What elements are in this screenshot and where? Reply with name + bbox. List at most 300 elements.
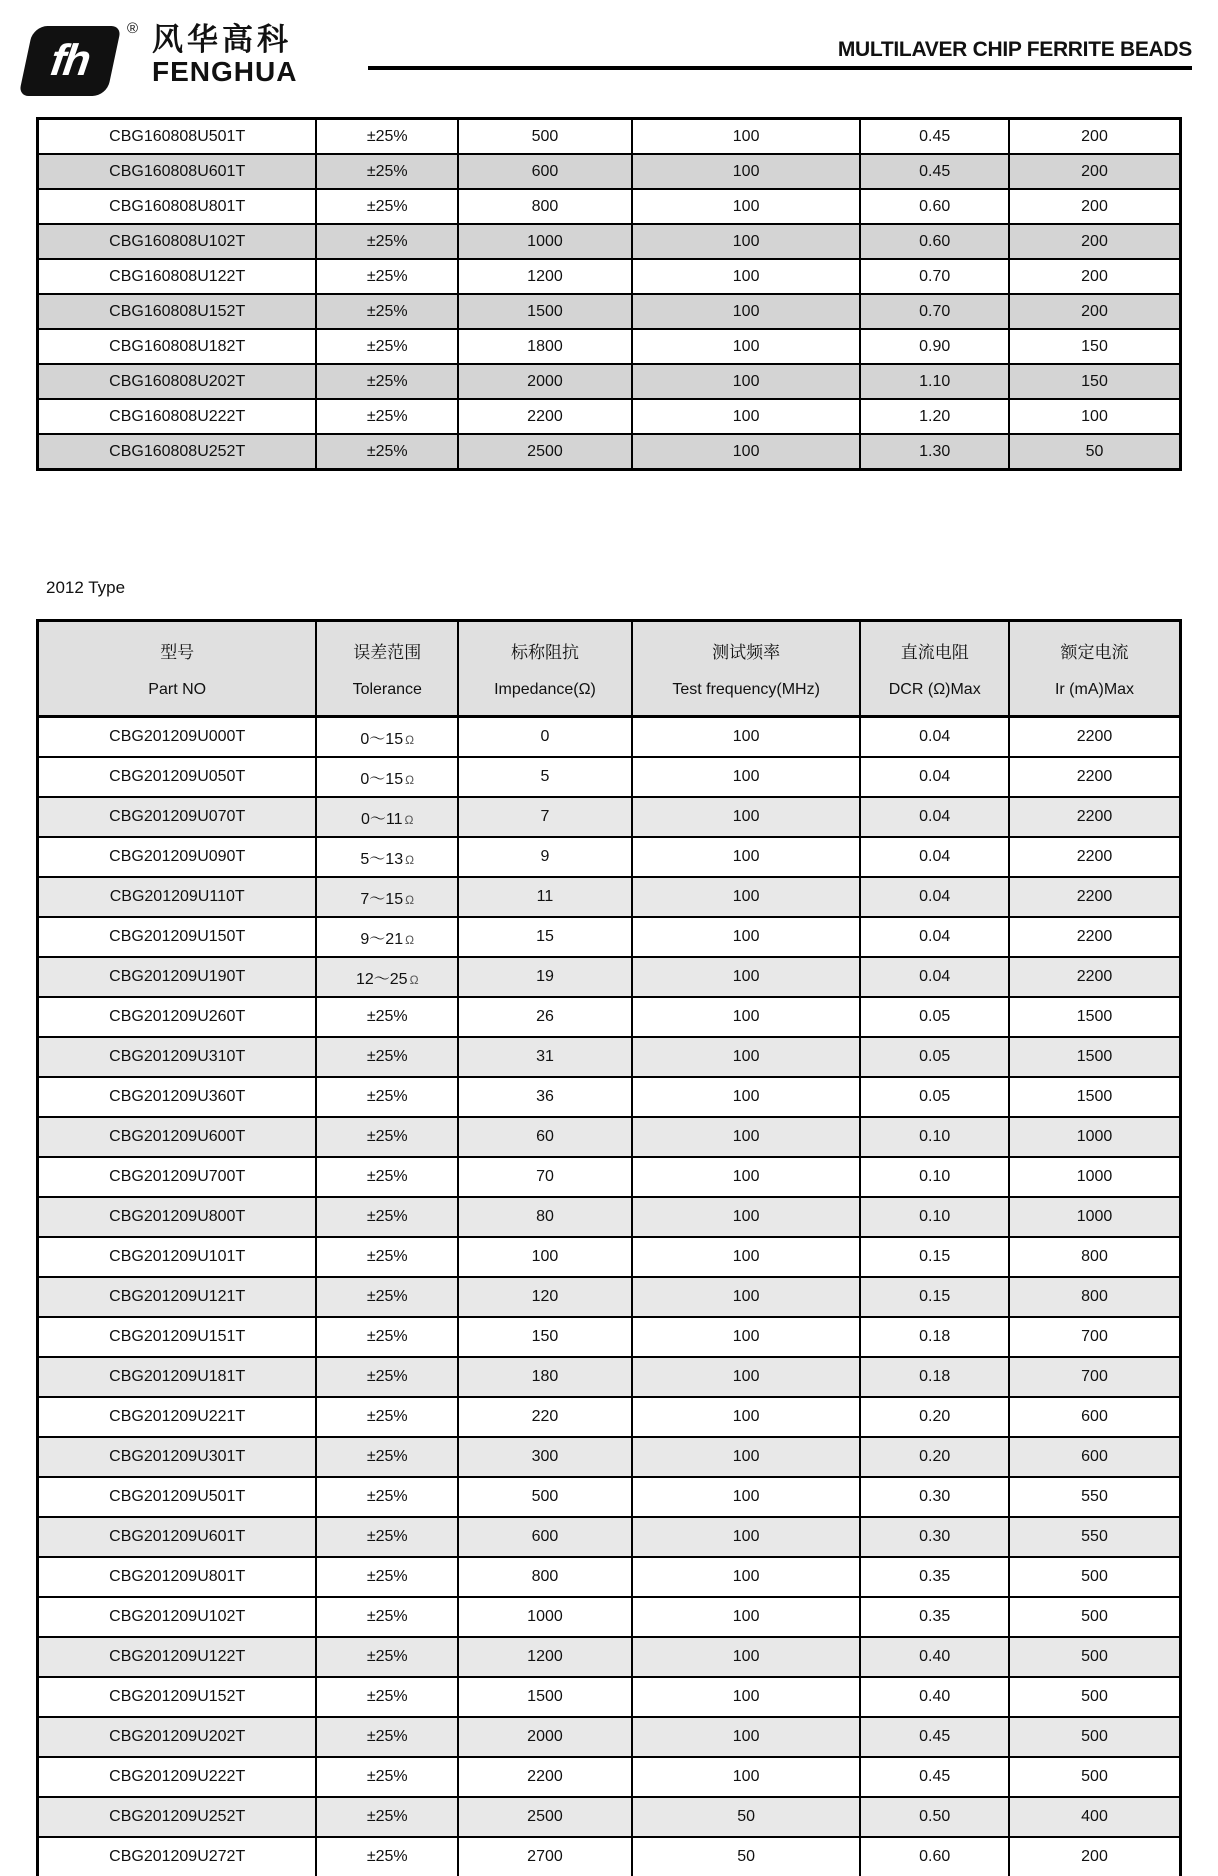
ohm-unit: Ω (404, 812, 414, 827)
tolerance-cell: ±25% (316, 399, 458, 434)
brand-text (152, 24, 297, 87)
test-frequency-cell: 100 (632, 917, 861, 957)
table-row (38, 1517, 1181, 1557)
table-row (38, 224, 1181, 259)
part-no-cell: CBG201209U190T (38, 957, 317, 997)
dcr-cell: 0.70 (860, 259, 1009, 294)
test-frequency-cell: 100 (632, 1477, 861, 1517)
part-no-cell: CBG201209U310T (38, 1037, 317, 1077)
impedance-cell: 70 (458, 1157, 632, 1197)
table-row (38, 1437, 1181, 1477)
rated-current-cell: 1500 (1009, 1077, 1180, 1117)
tolerance-cell: ±25% (316, 1037, 458, 1077)
test-frequency-cell: 100 (632, 1717, 861, 1757)
part-no-cell: CBG201209U110T (38, 877, 317, 917)
tolerance-cell: ±25% (316, 1477, 458, 1517)
part-no-cell: CBG201209U202T (38, 1717, 317, 1757)
dcr-cell: 0.20 (860, 1397, 1009, 1437)
parts-table-2012-wrap (36, 619, 1182, 1876)
rated-current-cell: 2200 (1009, 757, 1180, 797)
rated-current-cell: 600 (1009, 1397, 1180, 1437)
rated-current-cell: 200 (1009, 294, 1180, 329)
section-label-2012-type: 2012 Type (46, 578, 126, 597)
part-no-cell: CBG201209U221T (38, 1397, 317, 1437)
dcr-cell: 0.30 (860, 1477, 1009, 1517)
rated-current-cell: 700 (1009, 1357, 1180, 1397)
parts-table-160808 (36, 117, 1182, 471)
tolerance-cell: ±25% (316, 1197, 458, 1237)
tolerance-cell: ±25% (316, 1757, 458, 1797)
tolerance-cell: ±25% (316, 1077, 458, 1117)
test-frequency-cell: 100 (632, 1397, 861, 1437)
test-frequency-cell: 100 (632, 119, 861, 155)
table-row (38, 1677, 1181, 1717)
test-frequency-cell: 100 (632, 1557, 861, 1597)
impedance-cell: 1800 (458, 329, 632, 364)
table-row (38, 997, 1181, 1037)
part-no-cell: CBG201209U601T (38, 1517, 317, 1557)
col-header-test-frequency: 测试频率 Test frequency(MHz) (632, 621, 861, 717)
test-frequency-cell: 100 (632, 259, 861, 294)
rated-current-cell: 800 (1009, 1277, 1180, 1317)
table-row (38, 917, 1181, 957)
rated-current-cell: 500 (1009, 1717, 1180, 1757)
dcr-cell: 0.18 (860, 1317, 1009, 1357)
test-frequency-cell: 100 (632, 364, 861, 399)
part-no-cell: CBG201209U501T (38, 1477, 317, 1517)
dcr-cell: 0.10 (860, 1197, 1009, 1237)
part-no-cell: CBG201209U181T (38, 1357, 317, 1397)
tolerance-cell: 12～25 Ω (316, 957, 458, 997)
test-frequency-cell: 100 (632, 434, 861, 470)
tolerance-cell: ±25% (316, 259, 458, 294)
dcr-cell: 0.04 (860, 837, 1009, 877)
tolerance-cell: ±25% (316, 1797, 458, 1837)
impedance-cell: 800 (458, 189, 632, 224)
part-no-cell: CBG201209U360T (38, 1077, 317, 1117)
dcr-cell: 0.60 (860, 189, 1009, 224)
test-frequency-cell: 100 (632, 1517, 861, 1557)
dcr-cell: 0.20 (860, 1437, 1009, 1477)
dcr-cell: 0.45 (860, 1717, 1009, 1757)
rated-current-cell: 200 (1009, 224, 1180, 259)
dcr-cell: 0.60 (860, 224, 1009, 259)
part-no-cell: CBG160808U801T (38, 189, 317, 224)
tolerance-cell: ±25% (316, 1717, 458, 1757)
tolerance-cell: ±25% (316, 1837, 458, 1876)
dcr-cell: 0.35 (860, 1557, 1009, 1597)
test-frequency-cell: 100 (632, 1597, 861, 1637)
rated-current-cell: 200 (1009, 189, 1180, 224)
tolerance-cell: ±25% (316, 1677, 458, 1717)
rated-current-cell: 600 (1009, 1437, 1180, 1477)
rated-current-cell: 200 (1009, 119, 1180, 155)
table-row (38, 189, 1181, 224)
test-frequency-cell: 50 (632, 1797, 861, 1837)
part-no-cell: CBG201209U301T (38, 1437, 317, 1477)
table-row (38, 1557, 1181, 1597)
col-header-tolerance: 误差范围 Tolerance (316, 621, 458, 717)
table-row (38, 1317, 1181, 1357)
tolerance-cell: ±25% (316, 1157, 458, 1197)
impedance-cell: 80 (458, 1197, 632, 1237)
rated-current-cell: 700 (1009, 1317, 1180, 1357)
part-no-cell: CBG201209U050T (38, 757, 317, 797)
impedance-cell: 11 (458, 877, 632, 917)
impedance-cell: 1500 (458, 294, 632, 329)
table-row (38, 259, 1181, 294)
tolerance-cell: ±25% (316, 119, 458, 155)
rated-current-cell: 400 (1009, 1797, 1180, 1837)
table-row (38, 1637, 1181, 1677)
impedance-cell: 100 (458, 1237, 632, 1277)
table-row (38, 1477, 1181, 1517)
rated-current-cell: 1500 (1009, 1037, 1180, 1077)
logo-mark (20, 22, 138, 100)
tolerance-cell: ±25% (316, 1597, 458, 1637)
table-row (38, 1397, 1181, 1437)
impedance-cell: 2200 (458, 1757, 632, 1797)
dcr-cell: 0.70 (860, 294, 1009, 329)
table-row (38, 797, 1181, 837)
dcr-cell: 0.35 (860, 1597, 1009, 1637)
impedance-cell: 2500 (458, 434, 632, 470)
tolerance-cell: ±25% (316, 294, 458, 329)
table-row (38, 1197, 1181, 1237)
impedance-cell: 220 (458, 1397, 632, 1437)
rated-current-cell: 500 (1009, 1677, 1180, 1717)
table-row (38, 1717, 1181, 1757)
impedance-cell: 600 (458, 154, 632, 189)
rated-current-cell: 150 (1009, 364, 1180, 399)
impedance-cell: 800 (458, 1557, 632, 1597)
impedance-cell: 1500 (458, 1677, 632, 1717)
rated-current-cell: 2200 (1009, 917, 1180, 957)
part-no-cell: CBG201209U150T (38, 917, 317, 957)
table-row (38, 434, 1181, 470)
tolerance-cell: ±25% (316, 434, 458, 470)
test-frequency-cell: 100 (632, 1437, 861, 1477)
table-row (38, 1797, 1181, 1837)
part-no-cell: CBG201209U122T (38, 1637, 317, 1677)
col-header-part-no: 型号 Part NO (38, 621, 317, 717)
test-frequency-cell: 100 (632, 1197, 861, 1237)
ohm-unit: Ω (405, 892, 415, 907)
col-header-dcr: 直流电阻 DCR (Ω)Max (860, 621, 1009, 717)
dcr-cell: 0.40 (860, 1677, 1009, 1717)
part-no-cell: CBG201209U152T (38, 1677, 317, 1717)
part-no-cell: CBG160808U102T (38, 224, 317, 259)
rated-current-cell: 2200 (1009, 797, 1180, 837)
dcr-cell: 0.90 (860, 329, 1009, 364)
test-frequency-cell: 100 (632, 837, 861, 877)
dcr-cell: 1.10 (860, 364, 1009, 399)
impedance-cell: 2000 (458, 1717, 632, 1757)
part-no-cell: CBG201209U090T (38, 837, 317, 877)
tolerance-cell: ±25% (316, 1397, 458, 1437)
test-frequency-cell: 100 (632, 224, 861, 259)
impedance-cell: 15 (458, 917, 632, 957)
dcr-cell: 1.30 (860, 434, 1009, 470)
tolerance-cell: ±25% (316, 189, 458, 224)
part-no-cell: CBG160808U222T (38, 399, 317, 434)
test-frequency-cell: 100 (632, 294, 861, 329)
rated-current-cell: 500 (1009, 1757, 1180, 1797)
impedance-cell: 1000 (458, 224, 632, 259)
tolerance-cell: ±25% (316, 1357, 458, 1397)
dcr-cell: 0.05 (860, 1037, 1009, 1077)
page-title: MULTILAVER CHIP FERRITE BEADS (837, 38, 1192, 61)
impedance-cell: 2200 (458, 399, 632, 434)
part-no-cell: CBG201209U222T (38, 1757, 317, 1797)
tolerance-cell: ±25% (316, 329, 458, 364)
rated-current-cell: 500 (1009, 1637, 1180, 1677)
rated-current-cell: 150 (1009, 329, 1180, 364)
test-frequency-cell: 100 (632, 757, 861, 797)
tolerance-cell: ±25% (316, 997, 458, 1037)
dcr-cell: 0.04 (860, 957, 1009, 997)
test-frequency-cell: 100 (632, 1637, 861, 1677)
test-frequency-cell: 100 (632, 1757, 861, 1797)
dcr-cell: 0.05 (860, 997, 1009, 1037)
table-header (38, 621, 1181, 717)
dcr-cell: 1.20 (860, 399, 1009, 434)
table-row (38, 364, 1181, 399)
impedance-cell: 31 (458, 1037, 632, 1077)
parts-table-160808-wrap (36, 117, 1182, 471)
tolerance-cell: 9～21 Ω (316, 917, 458, 957)
impedance-cell: 2000 (458, 364, 632, 399)
impedance-cell: 600 (458, 1517, 632, 1557)
tolerance-cell: 0～15 Ω (316, 757, 458, 797)
brand-name-chinese: 风华高科 (152, 22, 292, 57)
ohm-unit: Ω (405, 732, 415, 747)
test-frequency-cell: 100 (632, 877, 861, 917)
impedance-cell: 2500 (458, 1797, 632, 1837)
impedance-cell: 1200 (458, 1637, 632, 1677)
tolerance-cell: ±25% (316, 1517, 458, 1557)
tolerance-cell: 5～13 Ω (316, 837, 458, 877)
table-row (38, 154, 1181, 189)
table-row (38, 957, 1181, 997)
tolerance-cell: ±25% (316, 1557, 458, 1597)
impedance-cell: 7 (458, 797, 632, 837)
rated-current-cell: 1000 (1009, 1197, 1180, 1237)
part-no-cell: CBG201209U101T (38, 1237, 317, 1277)
impedance-cell: 180 (458, 1357, 632, 1397)
dcr-cell: 0.04 (860, 757, 1009, 797)
test-frequency-cell: 100 (632, 1157, 861, 1197)
part-no-cell: CBG201209U000T (38, 717, 317, 758)
impedance-cell: 19 (458, 957, 632, 997)
logo-mark-text: fh (47, 36, 93, 85)
fh-monogram-icon (19, 26, 122, 96)
dcr-cell: 0.45 (860, 119, 1009, 155)
rated-current-cell: 1500 (1009, 997, 1180, 1037)
test-frequency-cell: 100 (632, 1117, 861, 1157)
part-no-cell: CBG201209U272T (38, 1837, 317, 1876)
table-row (38, 837, 1181, 877)
table-row (38, 294, 1181, 329)
part-no-cell: CBG201209U151T (38, 1317, 317, 1357)
test-frequency-cell: 100 (632, 399, 861, 434)
part-no-cell: CBG160808U152T (38, 294, 317, 329)
part-no-cell: CBG160808U202T (38, 364, 317, 399)
table-row (38, 757, 1181, 797)
table-row (38, 1037, 1181, 1077)
rated-current-cell: 200 (1009, 259, 1180, 294)
impedance-cell: 500 (458, 119, 632, 155)
test-frequency-cell: 100 (632, 154, 861, 189)
header-rule (368, 66, 1192, 70)
table-row (38, 1237, 1181, 1277)
rated-current-cell: 100 (1009, 399, 1180, 434)
dcr-cell: 0.04 (860, 877, 1009, 917)
rated-current-cell: 800 (1009, 1237, 1180, 1277)
tolerance-cell: ±25% (316, 1317, 458, 1357)
dcr-cell: 0.30 (860, 1517, 1009, 1557)
impedance-cell: 150 (458, 1317, 632, 1357)
part-no-cell: CBG201209U800T (38, 1197, 317, 1237)
dcr-cell: 0.05 (860, 1077, 1009, 1117)
rated-current-cell: 2200 (1009, 717, 1180, 758)
part-no-cell: CBG201209U070T (38, 797, 317, 837)
rated-current-cell: 1000 (1009, 1117, 1180, 1157)
test-frequency-cell: 50 (632, 1837, 861, 1876)
rated-current-cell: 2200 (1009, 837, 1180, 877)
dcr-cell: 0.10 (860, 1157, 1009, 1197)
ohm-unit: Ω (405, 932, 415, 947)
part-no-cell: CBG160808U501T (38, 119, 317, 155)
impedance-cell: 26 (458, 997, 632, 1037)
test-frequency-cell: 100 (632, 189, 861, 224)
part-no-cell: CBG201209U600T (38, 1117, 317, 1157)
ohm-unit: Ω (405, 852, 415, 867)
col-header-rated-current: 额定电流 Ir (mA)Max (1009, 621, 1180, 717)
tolerance-cell: 0～15 Ω (316, 717, 458, 758)
rated-current-cell: 550 (1009, 1517, 1180, 1557)
rated-current-cell: 50 (1009, 434, 1180, 470)
impedance-cell: 9 (458, 837, 632, 877)
impedance-cell: 300 (458, 1437, 632, 1477)
tolerance-cell: 0～11 Ω (316, 797, 458, 837)
part-no-cell: CBG160808U252T (38, 434, 317, 470)
test-frequency-cell: 100 (632, 1037, 861, 1077)
table-row (38, 1077, 1181, 1117)
fenghua-logo (20, 22, 297, 100)
table-row (38, 1597, 1181, 1637)
table-row (38, 1277, 1181, 1317)
dcr-cell: 0.45 (860, 154, 1009, 189)
impedance-cell: 1200 (458, 259, 632, 294)
rated-current-cell: 500 (1009, 1557, 1180, 1597)
table-row (38, 329, 1181, 364)
parts-table-2012 (36, 619, 1182, 1876)
part-no-cell: CBG201209U700T (38, 1157, 317, 1197)
rated-current-cell: 500 (1009, 1597, 1180, 1637)
part-no-cell: CBG201209U801T (38, 1557, 317, 1597)
test-frequency-cell: 100 (632, 957, 861, 997)
table-row (38, 119, 1181, 155)
brand-name-english: FENGHUA (152, 55, 298, 87)
rated-current-cell: 200 (1009, 1837, 1180, 1876)
test-frequency-cell: 100 (632, 997, 861, 1037)
dcr-cell: 0.15 (860, 1237, 1009, 1277)
tolerance-cell: ±25% (316, 1277, 458, 1317)
table-row (38, 1757, 1181, 1797)
tolerance-cell: ±25% (316, 1637, 458, 1677)
test-frequency-cell: 100 (632, 1677, 861, 1717)
table-row (38, 1837, 1181, 1876)
tolerance-cell: ±25% (316, 1117, 458, 1157)
part-no-cell: CBG201209U121T (38, 1277, 317, 1317)
impedance-cell: 2700 (458, 1837, 632, 1876)
impedance-cell: 0 (458, 717, 632, 758)
part-no-cell: CBG201209U102T (38, 1597, 317, 1637)
rated-current-cell: 1000 (1009, 1157, 1180, 1197)
part-no-cell: CBG201209U260T (38, 997, 317, 1037)
rated-current-cell: 550 (1009, 1477, 1180, 1517)
part-no-cell: CBG201209U252T (38, 1797, 317, 1837)
test-frequency-cell: 100 (632, 1277, 861, 1317)
dcr-cell: 0.04 (860, 797, 1009, 837)
dcr-cell: 0.18 (860, 1357, 1009, 1397)
rated-current-cell: 200 (1009, 154, 1180, 189)
impedance-cell: 500 (458, 1477, 632, 1517)
table-row (38, 1157, 1181, 1197)
impedance-cell: 60 (458, 1117, 632, 1157)
rated-current-cell: 2200 (1009, 957, 1180, 997)
tolerance-cell: ±25% (316, 154, 458, 189)
impedance-cell: 120 (458, 1277, 632, 1317)
impedance-cell: 5 (458, 757, 632, 797)
dcr-cell: 0.15 (860, 1277, 1009, 1317)
table-row (38, 399, 1181, 434)
tolerance-cell: 7～15 Ω (316, 877, 458, 917)
table-row (38, 717, 1181, 758)
part-no-cell: CBG160808U122T (38, 259, 317, 294)
dcr-cell: 0.04 (860, 917, 1009, 957)
tolerance-cell: ±25% (316, 364, 458, 399)
dcr-cell: 0.10 (860, 1117, 1009, 1157)
dcr-cell: 0.50 (860, 1797, 1009, 1837)
impedance-cell: 36 (458, 1077, 632, 1117)
registered-trademark-icon: ® (126, 20, 138, 37)
impedance-cell: 1000 (458, 1597, 632, 1637)
rated-current-cell: 2200 (1009, 877, 1180, 917)
dcr-cell: 0.60 (860, 1837, 1009, 1876)
tolerance-cell: ±25% (316, 1437, 458, 1477)
test-frequency-cell: 100 (632, 1317, 861, 1357)
dcr-cell: 0.40 (860, 1637, 1009, 1677)
table-row (38, 1357, 1181, 1397)
test-frequency-cell: 100 (632, 717, 861, 758)
ohm-unit: Ω (405, 772, 415, 787)
dcr-cell: 0.04 (860, 717, 1009, 758)
part-no-cell: CBG160808U601T (38, 154, 317, 189)
table-row (38, 877, 1181, 917)
tolerance-cell: ±25% (316, 224, 458, 259)
col-header-impedance: 标称阻抗 Impedance(Ω) (458, 621, 632, 717)
test-frequency-cell: 100 (632, 1357, 861, 1397)
table-row (38, 1117, 1181, 1157)
test-frequency-cell: 100 (632, 797, 861, 837)
test-frequency-cell: 100 (632, 329, 861, 364)
ohm-unit: Ω (409, 972, 419, 987)
test-frequency-cell: 100 (632, 1077, 861, 1117)
test-frequency-cell: 100 (632, 1237, 861, 1277)
dcr-cell: 0.45 (860, 1757, 1009, 1797)
